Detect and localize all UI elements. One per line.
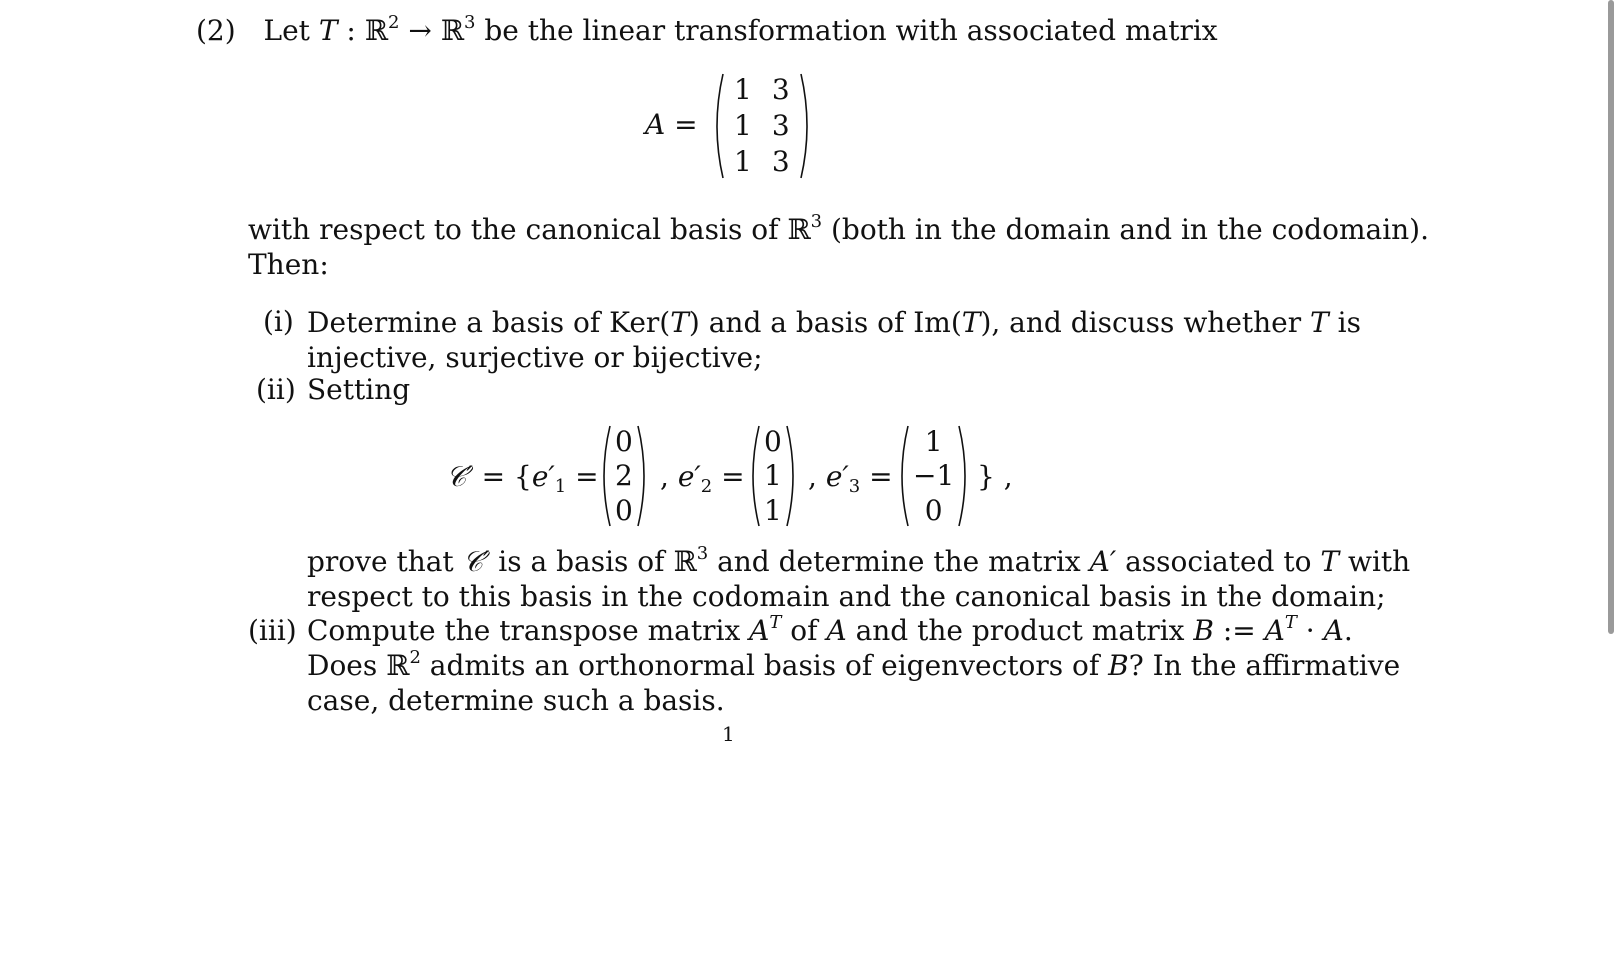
- symbol-T: T: [318, 14, 338, 47]
- basis-label: [446, 460, 599, 497]
- text-run: Compute the transpose matrix: [307, 614, 750, 647]
- problem-number: (2): [196, 14, 236, 47]
- symbol-R: ℝ: [787, 213, 811, 246]
- superscript-T: T: [1284, 612, 1297, 633]
- assign: :=: [1213, 614, 1265, 647]
- symbol-C-prime: 𝒞′: [446, 460, 473, 493]
- text-run: and determine the matrix: [708, 545, 1090, 578]
- symbol-B: B: [1193, 614, 1214, 647]
- exponent-3: 3: [810, 211, 823, 232]
- vector-cell: 1: [764, 494, 782, 528]
- equals-sign: =: [712, 460, 745, 493]
- matrix-cell: 1: [734, 145, 752, 178]
- comma: ,: [660, 460, 669, 493]
- symbol-C-prime: 𝒞′: [462, 545, 490, 578]
- scrollbar[interactable]: [1608, 0, 1614, 634]
- text-run: associated to: [1116, 545, 1321, 578]
- symbol-A: A: [1323, 614, 1344, 647]
- symbol-e3: e′: [825, 460, 849, 493]
- right-paren: [637, 424, 651, 528]
- vector-cell: 2: [615, 459, 633, 493]
- exponent-3: 3: [464, 12, 476, 33]
- matrix-cell: 3: [771, 109, 790, 142]
- matrix-A-body: [724, 72, 800, 180]
- exponent-3: 3: [696, 543, 709, 564]
- symbol-R: ℝ: [364, 14, 389, 47]
- superscript-T: T: [769, 612, 782, 633]
- left-paren: [746, 424, 760, 528]
- vector-cell: 0: [615, 494, 633, 528]
- exponent-2: 2: [388, 12, 400, 33]
- text-run: admits an orthonormal basis of eigenvectors of: [420, 649, 1109, 682]
- text-run: of: [781, 614, 827, 647]
- item-i-text: [307, 305, 1361, 375]
- text-run: Determine a basis of Ker(: [307, 306, 671, 339]
- exponent-2: 2: [409, 647, 421, 668]
- symbol-T: T: [1310, 306, 1329, 339]
- item-i-label: (i): [263, 305, 294, 338]
- intro-rest: be the linear transformation with associated matrix: [475, 14, 1218, 47]
- text-run: ), and discuss whether: [980, 306, 1311, 339]
- right-paren: [786, 424, 800, 528]
- problem-statement: [196, 14, 1218, 48]
- vector-cell: 0: [615, 424, 633, 458]
- arrow: →: [399, 14, 441, 47]
- comma: ,: [808, 460, 817, 493]
- respect-paragraph: [248, 212, 1429, 282]
- period: .: [1343, 614, 1353, 647]
- symbol-A: A: [749, 614, 770, 647]
- text-line: injective, surjective or bijective;: [307, 341, 763, 374]
- vector-cell: −1: [913, 459, 955, 493]
- page-number: 1: [722, 722, 735, 746]
- matrix-A-label: [645, 108, 698, 142]
- item-iii-text: [307, 613, 1400, 718]
- equals-sign: =: [860, 460, 893, 493]
- text-run: prove that: [307, 545, 463, 578]
- right-paren: [800, 72, 814, 180]
- vector-e3: [895, 424, 972, 528]
- symbol-A: A: [826, 614, 847, 647]
- colon: :: [337, 14, 365, 47]
- intro-text: Let: [263, 14, 310, 47]
- left-paren: [895, 424, 909, 528]
- vector-cell: 0: [924, 494, 943, 528]
- text-run: is a basis of: [489, 545, 674, 578]
- symbol-A: A: [1264, 614, 1285, 647]
- item-iii-label: (iii): [248, 614, 297, 647]
- symbol-A-prime: A′: [1089, 545, 1117, 578]
- equals-sign: =: [566, 460, 599, 493]
- vector-cell: 1: [924, 424, 943, 458]
- symbol-B: B: [1108, 649, 1129, 682]
- respect-text-rest: (both in the domain and in the codomain).: [822, 213, 1429, 246]
- symbol-T: T: [961, 306, 981, 339]
- symbol-R: ℝ: [386, 649, 410, 682]
- basis-close: } ,: [977, 460, 1013, 493]
- basis-e3-label: [808, 460, 893, 497]
- text-line: respect to this basis in the codomain and the canonical basis in the domain;: [307, 580, 1386, 613]
- matrix-cell: 1: [734, 109, 752, 142]
- matrix-cell: 3: [771, 73, 790, 106]
- text-run: and the product matrix: [846, 614, 1194, 647]
- symbol-e2: e′: [677, 460, 701, 493]
- text-run: ? In the affirmative: [1128, 649, 1401, 682]
- set-open: = {: [472, 460, 532, 493]
- right-paren: [958, 424, 972, 528]
- text-run: Does: [307, 649, 387, 682]
- vector-e1: [597, 424, 651, 528]
- symbol-e1: e′: [531, 460, 555, 493]
- left-paren: [710, 72, 724, 180]
- text-run: is: [1328, 306, 1361, 339]
- vector-body: [611, 424, 637, 528]
- vector-body: [909, 424, 958, 528]
- vector-cell: 1: [764, 459, 782, 493]
- symbol-T: T: [1320, 545, 1340, 578]
- symbol-A: A: [645, 108, 666, 141]
- item-ii-setting: Setting: [307, 373, 411, 406]
- vector-cell: 0: [764, 424, 782, 458]
- symbol-R: ℝ: [440, 14, 465, 47]
- matrix-cell: 3: [771, 145, 790, 178]
- vector-e2: [746, 424, 800, 528]
- matrix-A: [710, 72, 814, 180]
- equals-sign: =: [665, 108, 698, 141]
- respect-text: with respect to the canonical basis of: [248, 213, 788, 246]
- left-paren: [597, 424, 611, 528]
- basis-e2-label: [660, 460, 745, 497]
- symbol-R: ℝ: [673, 545, 697, 578]
- matrix-cell: 1: [734, 73, 752, 106]
- item-ii-text: [307, 544, 1410, 614]
- subscript-2: 2: [700, 476, 713, 497]
- then-text: Then:: [248, 248, 329, 281]
- text-run: ) and a basis of Im(: [688, 306, 962, 339]
- text-line: case, determine such a basis.: [307, 684, 725, 717]
- vector-body: [760, 424, 786, 528]
- subscript-1: 1: [554, 476, 567, 497]
- dot: ·: [1296, 614, 1324, 647]
- subscript-3: 3: [848, 476, 861, 497]
- item-ii-label: (ii): [256, 373, 296, 406]
- symbol-T: T: [670, 306, 689, 339]
- text-run: with: [1339, 545, 1411, 578]
